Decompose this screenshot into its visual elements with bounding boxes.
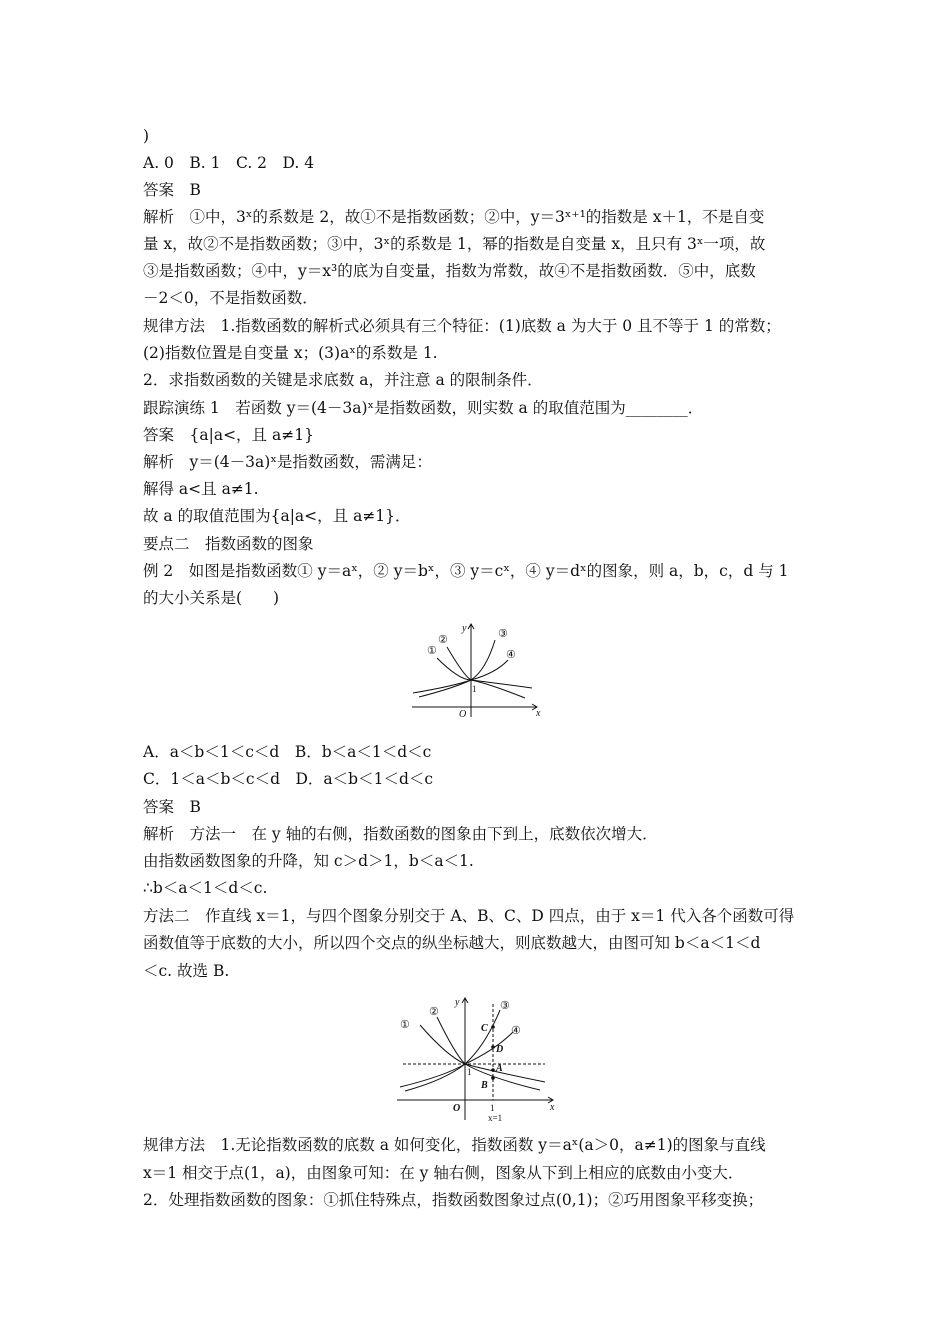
- text-line: (2)指数位置是自变量 x；(3)aˣ的系数是 1.: [143, 344, 438, 362]
- curve-label-4: ④: [511, 1025, 521, 1037]
- text-line: 解析 ①中，3ˣ的系数是 2，故①不是指数函数；②中，y＝3ˣ⁺¹的指数是 x＋1，不是自变: [143, 208, 765, 226]
- text-line: 规律方法 1.无论指数函数的底数 a 如何变化，指数函数 y＝aˣ(a＞0，a≠1)的图象与直线: [143, 1136, 766, 1154]
- curve-label-1: ①: [400, 1019, 410, 1031]
- option-line: A．a＜b＜1＜c＜d B．b＜a＜1＜d＜c: [143, 743, 432, 761]
- text-line: 答案 {a|a<，且 a≠1}: [143, 426, 314, 444]
- text-line: 解析 y＝(4－3a)ˣ是指数函数，需满足：: [143, 453, 432, 471]
- figure-exponential-graphs: [410, 618, 545, 718]
- curve-4: [405, 1032, 513, 1091]
- text-line: 规律方法 1.指数函数的解析式必须具有三个特征：(1)底数 a 为大于 0 且不等于 1 的常数；: [143, 317, 781, 335]
- section-heading: 要点二 指数函数的图象: [143, 535, 314, 553]
- text-line: 2．求指数函数的关键是求底数 a，并注意 a 的限制条件．: [143, 371, 543, 389]
- curve-label-1: ①: [427, 645, 437, 657]
- figure-exponential-graphs-with-points: [395, 990, 560, 1122]
- text-line: ＜c. 故选 B.: [143, 962, 230, 980]
- point-a-label: A: [496, 1063, 503, 1074]
- text-line: 的大小关系是( ): [143, 589, 280, 607]
- curve-label-4: ④: [506, 649, 516, 661]
- text-line: A. 0 B. 1 C. 2 D. 4: [143, 154, 315, 172]
- text-line: 由指数函数图象的升降，知 c＞d＞1，b＜a＜1.: [143, 852, 474, 870]
- y-axis-label: y: [455, 997, 460, 1008]
- text-line: 答案 B: [143, 181, 201, 199]
- text-line: ∴b＜a＜1＜d＜c.: [143, 879, 268, 897]
- text-line: 解析 方法一 在 y 轴的右侧，指数函数的图象由下到上，底数依次增大．: [143, 825, 658, 843]
- x-tick-label: 1: [490, 1103, 495, 1113]
- text-line: 量 x，故②不是指数函数；③中，3ˣ的系数是 1，幂的指数是自变量 x，且只有 3ˣ一项，故: [143, 235, 766, 253]
- x-axis-label: x: [536, 708, 541, 718]
- figure-1-svg: [410, 618, 545, 718]
- origin-label: O: [453, 1103, 461, 1114]
- origin-label: O: [459, 709, 467, 718]
- point-b: [491, 1076, 495, 1080]
- text-line: 例 2 如图是指数函数① y＝aˣ，② y＝bˣ，③ y＝cˣ，④ y＝dˣ的图象，则 a，b，c，d 与 1: [143, 562, 789, 580]
- curve-3: [400, 1010, 500, 1087]
- text-line: x＝1 相交于点(1，a)，由图象可知：在 y 轴右侧，图象从下到上相应的底数由小变大．: [143, 1164, 744, 1182]
- text-line: －2＜0，不是指数函数．: [143, 289, 318, 307]
- curve-label-2: ②: [429, 1006, 439, 1018]
- curve-3: [413, 640, 495, 693]
- curve-label-3: ③: [498, 628, 508, 640]
- point-c: [491, 1025, 495, 1029]
- y-intercept-label: 1: [472, 684, 477, 694]
- curve-2: [437, 1017, 540, 1090]
- point-b-label: B: [481, 1080, 488, 1091]
- text-line: ③是指数函数；④中，y＝x³的底为自变量，指数为常数，故④不是指数函数．⑤中，底数: [143, 262, 756, 280]
- figure-2-svg: [395, 990, 560, 1122]
- text-line: 故 a 的取值范围为{a|a<，且 a≠1}．: [143, 507, 411, 525]
- text-line: 解得 a<且 a≠1.: [143, 480, 259, 498]
- curve-label-3: ③: [500, 1000, 510, 1012]
- point-d: [491, 1045, 495, 1049]
- option-line: C．1＜a＜b＜c＜d D．a＜b＜1＜d＜c: [143, 770, 434, 788]
- text-line: 方法二 作直线 x＝1，与四个图象分别交于 A、B、C、D 四点，由于 x＝1 代入各个函数可得: [143, 907, 795, 925]
- text-line: 2．处理指数函数的图象：①抓住特殊点，指数函数图象过点(0,1)；②巧用图象平移变换；: [143, 1191, 764, 1209]
- text-line: 答案 B: [143, 798, 201, 816]
- x-axis-label: x: [550, 1102, 555, 1113]
- point-a: [491, 1068, 495, 1072]
- text-line: 函数值等于底数的大小，所以四个交点的纵坐标越大，则底数越大，由图可知 b＜a＜1＜d: [143, 934, 761, 952]
- y-axis-label: y: [462, 623, 467, 634]
- curve-label-2: ②: [438, 634, 448, 646]
- y-intercept-label: 1: [467, 1067, 472, 1077]
- text-line: ): [143, 127, 150, 145]
- text-line: 跟踪演练 1 若函数 y＝(4－3a)ˣ是指数函数，则实数 a 的取值范围为________．: [143, 399, 704, 417]
- point-c-label: C: [481, 1023, 488, 1034]
- point-d-label: D: [496, 1044, 504, 1055]
- vertical-line-label: x=1: [488, 1113, 503, 1122]
